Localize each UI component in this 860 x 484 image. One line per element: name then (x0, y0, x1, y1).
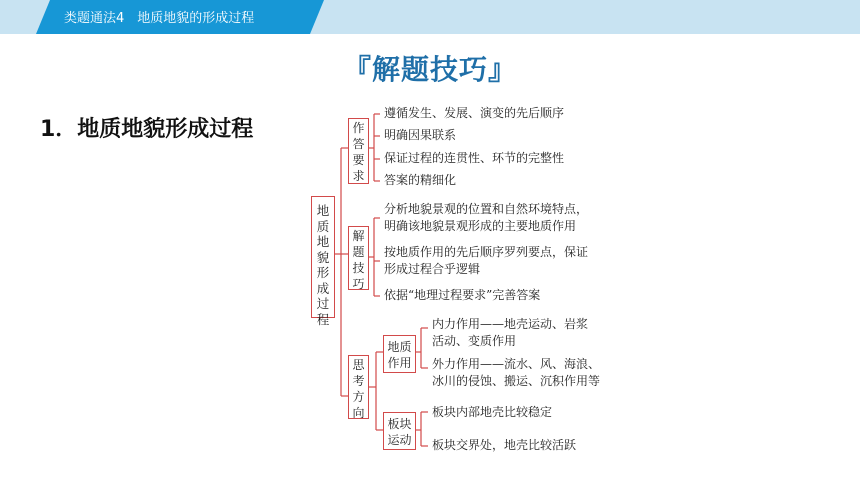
list-item: 保证过程的连贯性、环节的完整性 (384, 151, 565, 165)
section-title: 1．地质地貌形成过程 (40, 117, 254, 142)
subbranch-plate-movement (383, 412, 416, 450)
list-item: 明确因果联系 (384, 128, 457, 142)
list-item-line: 形成过程合乎逻辑 (384, 262, 481, 276)
list-item-line: 冰川的侵蚀、搬运、沉积作用等 (432, 374, 601, 388)
list-item (384, 244, 588, 278)
branch-solving-skills-label: 解 题 技 巧 (352, 229, 365, 291)
banner-title: 『解题技巧』 (342, 53, 517, 86)
branch-thinking-direction-label: 思 考 方 向 (352, 358, 365, 420)
list-item (384, 201, 588, 235)
list-item (432, 316, 588, 350)
list-item-line: 分析地貌景观的位置和自然环境特点， (384, 202, 589, 216)
list-item-line: 按地质作用的先后顺序罗列要点，保证 (384, 245, 589, 259)
list-item-line: 外力作用——流水、风、海浪、 (432, 357, 601, 371)
list-item: 板块内部地壳比较稳定 (432, 405, 553, 419)
list-item-line: 内力作用——地壳运动、岩浆 (432, 317, 589, 331)
list-item: 依据“地理过程要求”完善答案 (384, 288, 541, 302)
branch-answer-requirements (348, 118, 369, 184)
mindmap-root-label: 地 质 地 貌 形 成 过 程 (316, 203, 330, 327)
header-title: 类题通法4 地质地貌的形成过程 (64, 11, 255, 26)
list-item (432, 356, 600, 390)
subbranch-geological-action-label: 地质 作用 (387, 340, 412, 370)
list-item: 遵循发生、发展、演变的先后顺序 (384, 106, 565, 120)
list-item: 板块交界处，地壳比较活跃 (432, 438, 577, 452)
branch-answer-requirements-label: 作 答 要 求 (352, 121, 365, 183)
list-item: 答案的精细化 (384, 173, 457, 187)
list-item-line: 活动、变质作用 (432, 334, 517, 348)
list-item-line: 明确该地貌景观形成的主要地质作用 (384, 219, 577, 233)
subbranch-plate-movement-label: 板块 运动 (387, 417, 412, 447)
branch-thinking-direction (348, 355, 369, 419)
branch-solving-skills (348, 226, 369, 290)
mindmap-root (311, 196, 335, 327)
subbranch-geological-action (383, 335, 416, 373)
